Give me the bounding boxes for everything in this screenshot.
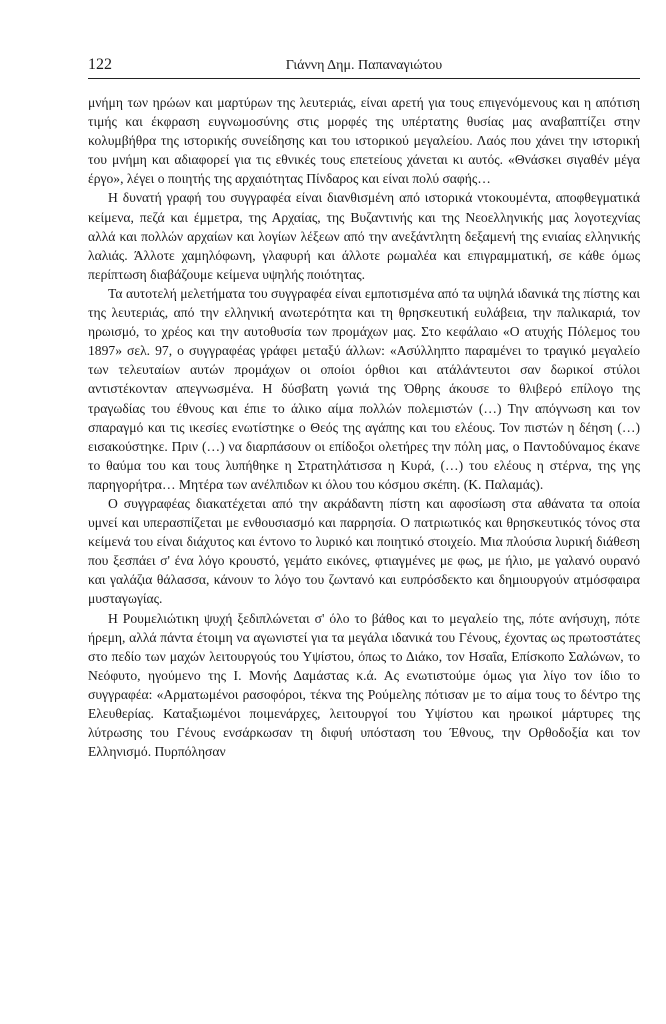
paragraph-1: μνήμη των ηρώων και μαρτύρων της λευτεριάς, είναι αρετή για τους επιγενόμενους και η απότιση τιμής και έκφραση ευγνωμοσύνης στις μορφές της υπέρτατης θυσίας μας αναβαπτίζει στην κολυμβήθρα της ιστορικής συνείδησης και του ιστορικού μεγαλείου. Λαός που χάνει την ιστορική του μνήμη και αδιαφορεί για τις εθνικές τους επετείους χάνεται κι αυτός. «Θνάσκει σιγαθέν μέγα έργο», λέγει ο ποιητής της αρχαιότητας Πίνδαρος και είναι πολύ σαφής…	[88, 95, 640, 187]
paragraph-3: Τα αυτοτελή μελετήματα του συγγραφέα είναι εμποτισμένα από τα υψηλά ιδανικά της πίστης και της λευτεριάς, από την ελληνική ανωτερότητα και τη θρησκευτική ευλάβεια, την παλικαριά, τον ηρωισμό, το χρέος και την αυτοθυσία των προμάχων μας. Στο κεφάλαιο «Ο ατυχής Πόλεμος του 1897» σελ. 97, ο συγγραφέας γράφει μεταξύ άλλων: «Ασύλληπτο παραμένει το τραγικό μεγαλείο των τελευταίων αυτών προμάχων οι οποίοι όρθιοι και ατάλάντευτοι σαν δωρικοί στύλοι αντιστέκονταν απεγνωσμένα. Η δύσβατη γωνιά της Όθρης άκουσε το θλιβερό επίλογο της τραγωδίας του έθνους και έπιε το άλικο αίμα πολλών πολεμιστών (…) Την απόγνωση και τον σπαραγμό και τις ικεσίες ενωτίστηκε ο Θεός της αγάπης και του ελέους. Τον πιστών η δέηση (…) εισακούστηκε. Πριν (…) να διαρπάσουν οι επίδοξοι ολετήρες την πόλη μας, ο Παντοδύναμος έκανε το θαύμα του και τους λυπήθηκε η Στρατηλάτισσα η Κυρά, (…) του ελέους η στέρνα, της γης παρηγορήτρα… Μητέρα των ανέλπιδων κι όλου του κόσμου σκέπη. (Κ. Παλαμάς).	[88, 285, 640, 492]
body-text	[88, 93, 640, 761]
running-title: Γιάννη Δημ. Παπαναγιώτου	[285, 58, 443, 73]
paragraph-5: Η Ρουμελιώτικη ψυχή ξεδιπλώνεται σ' όλο το βάθος και το μεγαλείο της, πότε ανήσυχη, πότε ήρεμη, αλλά πάντα έτοιμη να αγωνιστεί για τα μεγάλα ιδανικά του Γένους, έχοντας ως πρωτοστάτες στο πεδίο των μαχών λειτουργούς του Υψίστου, όπως το Διάκο, τον Ησαΐα, Επίσκοπο Σαλώνων, το Νεόφυτο, ηγούμενο της Ι. Μονής Δαμάστας κ.ά. Ας ενωτιστούμε όμως για λίγο τον ίδιο το συγγραφέα: «Αρματωμένοι ρασοφόροι, τέκνα της Ρούμελης πότισαν με το αίμα τους το δέντρο της Ελευθερίας. Καταξιωμένοι ποιμενάρχες, λειτουργοί του Υψίστου και ηρωικοί μάρτυρες της λύτρωσης του Γένους ενσάρκωσαν τη διφυή υπόσταση του Έθνους, την Ορθοδοξία και τον Ελληνισμό. Πυρπόλησαν	[88, 610, 640, 760]
running-header	[88, 56, 640, 79]
page-number: 122	[88, 56, 112, 73]
book-page	[88, 56, 640, 761]
paragraph-2: Η δυνατή γραφή του συγγραφέα είναι διανθισμένη από ιστορικά ντοκουμέντα, αποφθεγματικά κείμενα, πεζά και έμμετρα, της Αρχαίας, της Βυζαντινής και της Νεοελληνικής μας λογοτεχνίας αλλά και πολλών αρχαίων και λογίων λέξεων από την ανεξάντλητη δεξαμενή της ενιαίας ελληνικής λαλιάς. Άλλοτε χαμηλόφωνη, γλαφυρή και άλλοτε ρωμαλέα και επιγραμματική, σε κάθε όμως περίπτωση διαβάζουμε κείμενα υψηλής ποιότητας.	[88, 190, 640, 282]
paragraph-4: Ο συγγραφέας διακατέχεται από την ακράδαντη πίστη και αφοσίωση στα αθάνατα τα οποία υμνεί και υπερασπίζεται με ενθουσιασμό και παρρησία. Ο πατριωτικός και θρησκευτικός τόνος στα κείμενά του είναι διάχυτος και έντονο το λυρικό και ποιητικό στοιχείο. Μια πλούσια λυρική διάθεση που ξεσπάει σ' ένα λόγο κρουστό, γεμάτο εικόνες, φτιαγμένες με φως, με ήλιο, με γαλανό ουρανό και γαλάζια θάλασσα, κάνουν το λόγο του ζωντανό και ευπρόσδεκτο και δημιουργούν ατμόσφαιρα μυσταγωγίας.	[88, 495, 640, 607]
